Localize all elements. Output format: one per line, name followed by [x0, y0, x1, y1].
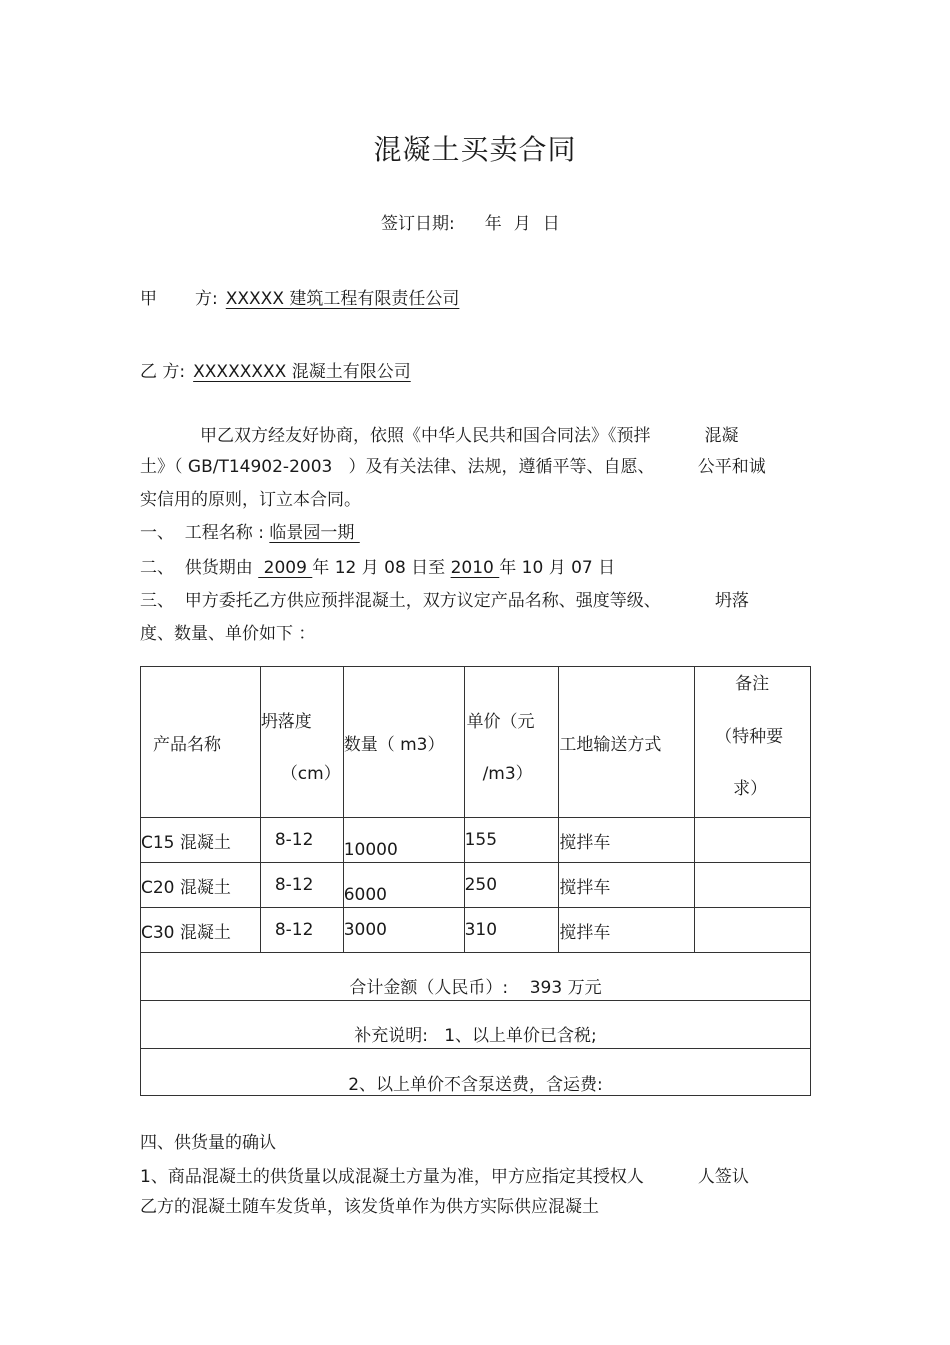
cell-delivery: 搅拌车	[559, 863, 695, 908]
total-amount: 合计金额（人民币）: 393 万元	[141, 953, 811, 1001]
intro-line-1: 甲乙双方经友好协商，依照《中华人民共和国合同法》《预拌 混凝	[200, 426, 739, 446]
cell-product: C20 混凝土	[141, 863, 261, 908]
header-product-name: 产品名称	[141, 667, 261, 818]
price-table	[140, 666, 811, 1096]
header-quantity: 数量（ m3）	[343, 667, 464, 818]
cell-quantity: 6000	[343, 863, 464, 908]
cell-note	[695, 908, 811, 953]
header-slump	[260, 667, 343, 818]
end-year: 2010	[450, 558, 500, 578]
cell-product: C30 混凝土	[141, 908, 261, 953]
sign-date	[381, 209, 560, 234]
table-total-row	[141, 953, 811, 1001]
header-note-1: 备注	[735, 674, 770, 694]
header-slump-2: （cm）	[280, 764, 341, 784]
header-price-2: /m3）	[482, 764, 533, 784]
section-4-paragraph-line-2: 乙方的混凝土随车发货单，该发货单作为供方实际供应混凝土	[140, 1197, 599, 1217]
header-price	[464, 667, 559, 818]
table-row	[141, 818, 811, 863]
cell-price: 250	[464, 863, 559, 908]
cell-price: 310	[464, 908, 559, 953]
supplement-note-2: 2、以上单价不含泵送费，含运费:	[141, 1049, 811, 1096]
party-b-label: 乙 方:	[140, 362, 186, 382]
sign-date-year: 年	[484, 214, 502, 234]
party-a-label-2: 方:	[195, 289, 218, 309]
clause-2-mid-2: 年 10 月 07 日	[499, 558, 616, 578]
table-row	[141, 908, 811, 953]
cell-slump: 8-12	[260, 908, 343, 953]
header-note-3: 求）	[733, 779, 768, 799]
table-header-row	[141, 667, 811, 818]
cell-slump: 8-12	[260, 863, 343, 908]
contract-title: 混凝土买卖合同	[373, 133, 577, 166]
clause-3-line-2: 度、数量、单价如下 ：	[140, 624, 316, 644]
sign-date-label: 签订日期:	[381, 214, 455, 234]
project-name: 临景园一期	[269, 523, 360, 543]
clause-2	[140, 553, 615, 578]
cell-quantity: 10000	[343, 818, 464, 863]
table-supplement-row-1	[141, 1001, 811, 1049]
intro-line-3: 实信用的原则，订立本合同。	[140, 490, 361, 510]
cell-note	[695, 818, 811, 863]
supplement-note-1: 补充说明: 1、以上单价已含税;	[141, 1001, 811, 1049]
clause-1-prefix: 一、 工程名称 :	[140, 523, 270, 543]
section-4-title: 四、供货量的确认	[140, 1133, 276, 1153]
party-b	[140, 357, 411, 382]
clause-1	[140, 518, 360, 543]
intro-line-2: 土》（ GB/T14902-2003 ）及有关法律、法规，遵循平等、自愿、 公平和诚	[140, 457, 766, 477]
party-a	[140, 284, 459, 309]
cell-delivery: 搅拌车	[559, 908, 695, 953]
header-price-1: 单价（元	[466, 712, 535, 732]
cell-slump: 8-12	[260, 818, 343, 863]
table-row	[141, 863, 811, 908]
cell-note	[695, 863, 811, 908]
section-4-paragraph-line-1: 1、商品混凝土的供货量以成混凝土方量为准，甲方应指定其授权人 人签认	[140, 1167, 749, 1187]
start-year: 2009	[258, 558, 313, 578]
header-note	[695, 667, 811, 818]
header-note-2: （特种要	[715, 727, 784, 747]
party-a-label-1: 甲	[140, 289, 157, 309]
header-delivery: 工地输送方式	[559, 667, 695, 818]
cell-quantity: 3000	[343, 908, 464, 953]
cell-delivery: 搅拌车	[559, 818, 695, 863]
cell-price: 155	[464, 818, 559, 863]
header-slump-1: 坍落度	[260, 712, 312, 732]
clause-2-prefix: 二、 供货期由	[140, 558, 259, 578]
clause-2-mid-1: 年 12 月 08 日至	[312, 558, 451, 578]
party-a-name: XXXXX 建筑工程有限责任公司	[225, 289, 460, 309]
table-supplement-row-2	[141, 1049, 811, 1096]
clause-3-line-1: 三、 甲方委托乙方供应预拌混凝土，双方议定产品名称、强度等级、 坍落	[140, 591, 749, 611]
party-b-name: XXXXXXXX 混凝土有限公司	[193, 362, 411, 382]
sign-date-month: 月	[513, 214, 531, 234]
sign-date-day: 日	[542, 214, 560, 234]
cell-product: C15 混凝土	[141, 818, 261, 863]
